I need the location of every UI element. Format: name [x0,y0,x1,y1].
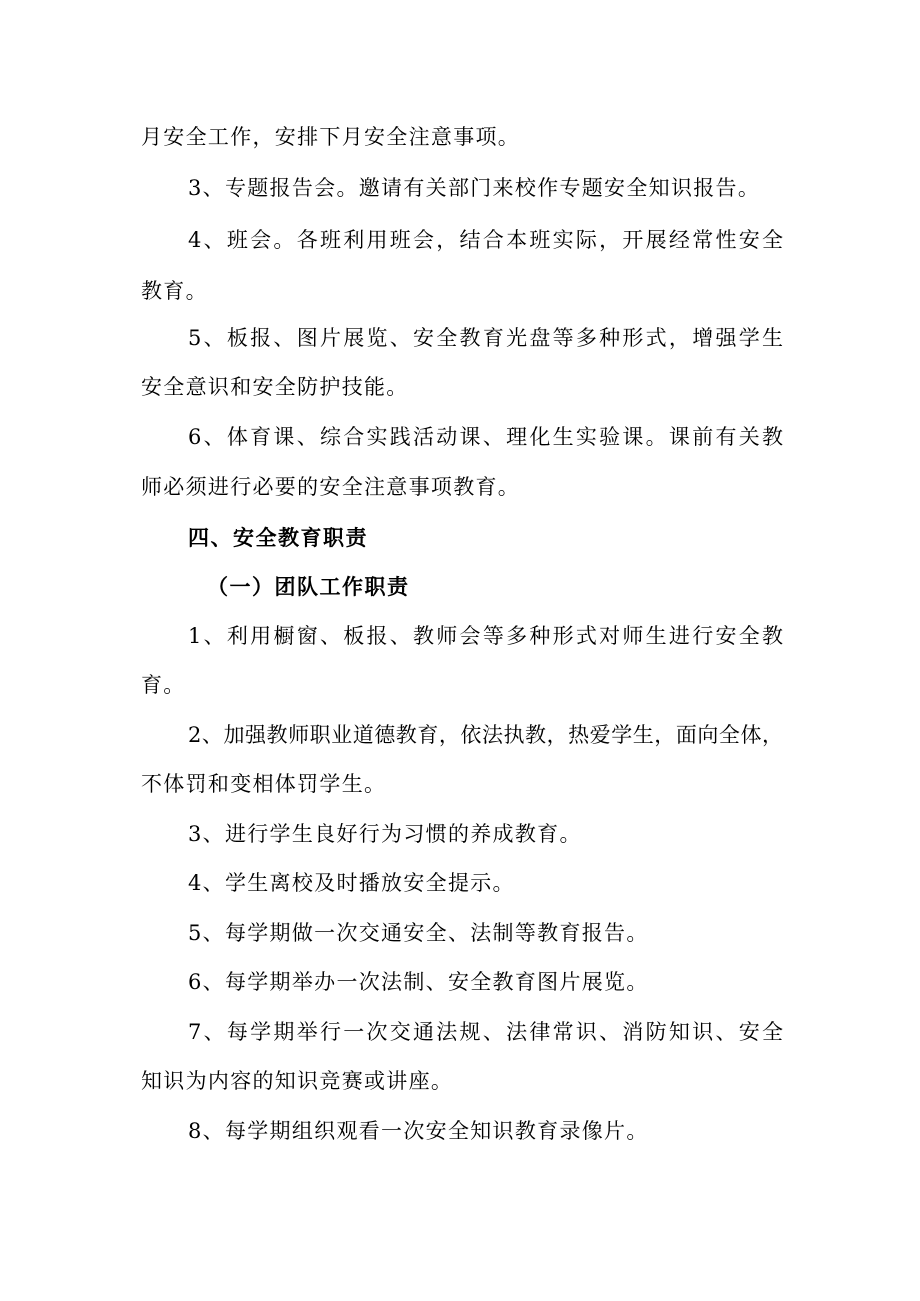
subsection-heading: （一）团队工作职责 [207,575,410,599]
text-line: 月安全工作，安排下月安全注意事项。 [141,125,521,149]
text-line: 5、板报、图片展览、安全教育光盘等多种形式，增强学生 [188,326,783,350]
text-line: 师必须进行必要的安全注意事项教育。 [141,475,521,499]
text-line: 2、加强教师职业道德教育，依法执教，热爱学生，面向全体， [188,723,783,747]
text-line: 1、利用橱窗、板报、教师会等多种形式对师生进行安全教 [188,624,783,648]
text-line: 4、班会。各班利用班会，结合本班实际，开展经常性安全 [188,228,783,252]
text-line: 安全意识和安全防护技能。 [141,375,409,399]
text-line: 教育。 [141,279,208,303]
text-line: 6、体育课、综合实践活动课、理化生实验课。课前有关教 [188,425,783,449]
text-line: 育。 [141,673,186,697]
text-line: 知识为内容的知识竞赛或讲座。 [141,1069,454,1093]
text-line: 4、学生离校及时播放安全提示。 [188,871,515,895]
text-line: 3、进行学生良好行为习惯的养成教育。 [188,822,582,846]
text-line: 3、专题报告会。邀请有关部门来校作专题安全知识报告。 [188,176,761,200]
text-line: 7、每学期举行一次交通法规、法律常识、消防知识、安全 [188,1020,783,1044]
text-line: 8、每学期组织观看一次安全知识教育录像片。 [188,1119,649,1143]
text-line: 6、每学期举办一次法制、安全教育图片展览。 [188,970,649,994]
section-heading: 四、安全教育职责 [188,526,368,550]
text-line: 不体罚和变相体罚学生。 [141,772,387,796]
text-line: 5、每学期做一次交通安全、法制等教育报告。 [188,921,649,945]
